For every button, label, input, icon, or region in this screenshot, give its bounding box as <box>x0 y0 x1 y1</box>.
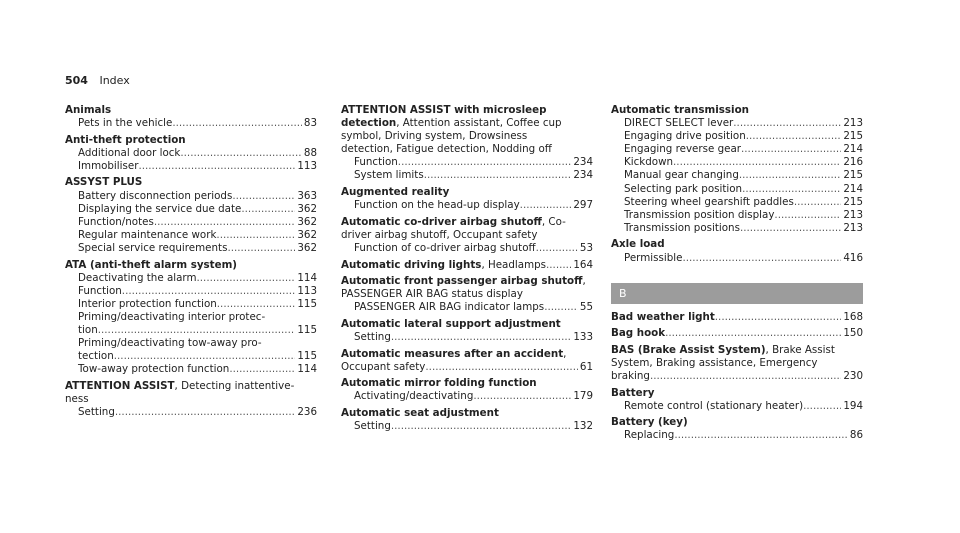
entry-heading: Automatic lateral support adjustment <box>341 317 561 330</box>
entry-label: Selecting park position <box>624 182 743 195</box>
page-ref[interactable]: 179 <box>573 390 593 403</box>
entry-label: Tow-away protection function <box>78 363 230 376</box>
index-entry <box>341 259 593 272</box>
index-entry <box>611 311 863 324</box>
entry-label: Setting <box>78 406 115 419</box>
entry-continuation: symbol, Driving system, Drowsiness <box>341 130 528 143</box>
dot-leader <box>774 209 841 222</box>
sub-entry-row[interactable] <box>65 229 317 242</box>
dot-leader <box>803 400 841 413</box>
dot-leader <box>241 203 295 216</box>
dot-leader <box>98 324 296 337</box>
dot-leader <box>746 130 842 143</box>
entry-continuation: driver airbag shutoff, Occupant safety <box>341 228 538 241</box>
entry-label: Function/notes <box>78 215 154 228</box>
index-column-1 <box>65 104 317 423</box>
entry-label: Kickdown <box>624 156 674 169</box>
index-entry <box>341 318 593 344</box>
entry-heading-line <box>611 104 863 117</box>
entry-heading: Axle load <box>611 238 665 251</box>
entry-heading-line <box>341 216 593 229</box>
dot-leader <box>473 390 571 403</box>
sub-entry-row[interactable] <box>611 143 863 156</box>
entry-label: Engaging drive position <box>624 130 746 143</box>
sub-entry-row[interactable] <box>611 183 863 196</box>
entry-heading: ATTENTION ASSIST <box>65 379 175 392</box>
entry-label: DIRECT SELECT lever <box>624 117 734 130</box>
index-entry <box>611 104 863 235</box>
index-entry <box>611 416 863 442</box>
index-entry <box>341 186 593 212</box>
dot-leader <box>742 183 841 196</box>
dot-leader <box>544 301 578 314</box>
page-ref[interactable]: 150 <box>843 327 863 340</box>
page-ref[interactable]: 230 <box>843 370 863 382</box>
dot-leader <box>115 406 295 419</box>
sub-entry-row[interactable] <box>65 242 317 255</box>
entry-label: Permissible <box>624 251 683 264</box>
index-entry <box>341 216 593 255</box>
index-entry-row[interactable] <box>341 361 593 374</box>
index-entry-row[interactable] <box>341 259 593 272</box>
dot-leader <box>227 242 295 255</box>
dot-leader <box>674 429 848 442</box>
entry-heading: Automatic transmission <box>611 104 749 116</box>
entry-rest: , Attention assistant, Coffee cup <box>396 117 562 130</box>
page-ref[interactable]: 164 <box>573 258 593 271</box>
entry-heading-line <box>65 104 317 117</box>
sub-entry-row[interactable] <box>65 350 317 363</box>
sub-entry-row[interactable] <box>65 203 317 216</box>
entry-label: Regular maintenance work <box>78 228 217 241</box>
page-ref[interactable]: 362 <box>297 215 317 228</box>
sub-entry-row[interactable] <box>65 160 317 173</box>
page-ref[interactable]: 213 <box>843 117 863 130</box>
sub-entry-row[interactable] <box>611 209 863 222</box>
dot-leader <box>733 117 841 130</box>
sub-entry-row[interactable] <box>65 216 317 229</box>
page-ref[interactable]: 213 <box>843 208 863 221</box>
dot-leader <box>536 242 578 255</box>
dot-leader <box>739 169 841 182</box>
index-entry <box>611 238 863 264</box>
entry-heading-line <box>611 387 863 400</box>
entry-label: PASSENGER AIR BAG indicator lamps <box>354 301 545 314</box>
entry-label: Activating/deactivating <box>354 390 474 403</box>
sub-entry-row[interactable] <box>611 429 863 442</box>
entry-continuation: PASSENGER AIR BAG status display <box>341 288 523 301</box>
entry-heading: Augmented reality <box>341 186 450 199</box>
entry-heading: BAS (Brake Assist System) <box>611 343 766 356</box>
entry-heading-line <box>341 377 593 390</box>
entry-label: Interior protection function <box>78 297 217 310</box>
sub-entry-row[interactable] <box>341 331 593 344</box>
page-ref[interactable]: 362 <box>297 228 317 241</box>
page-ref[interactable]: 234 <box>573 156 593 169</box>
entry-label: Battery disconnection periods <box>78 189 233 202</box>
entry-heading: Automatic seat adjustment <box>341 406 499 419</box>
entry-label: Function <box>78 284 122 297</box>
sub-entry-row[interactable] <box>65 117 317 130</box>
page-ref[interactable]: 53 <box>579 241 593 254</box>
sub-entry-row[interactable] <box>341 156 593 169</box>
page-ref[interactable]: 297 <box>573 199 593 212</box>
sub-entry-row[interactable] <box>611 400 863 413</box>
page-ref[interactable]: 132 <box>573 420 593 433</box>
dot-leader <box>673 156 841 169</box>
dot-leader <box>114 350 296 363</box>
entry-heading-line <box>611 238 863 251</box>
index-entry <box>65 134 317 173</box>
entry-label: Setting <box>354 420 391 433</box>
sub-entry-row[interactable] <box>65 363 317 376</box>
entry-label: Occupant safety <box>341 360 426 373</box>
entry-rest: , Brake Assist <box>765 343 835 356</box>
entry-continuation: detection, Fatigue detection, Nodding off <box>341 143 552 156</box>
page-ref[interactable]: 214 <box>843 182 863 195</box>
entry-heading-line <box>65 259 317 272</box>
entry-heading: Automatic co-driver airbag shutoff <box>341 215 542 228</box>
index-entry-row[interactable] <box>611 311 863 324</box>
sub-entry-row[interactable] <box>611 169 863 182</box>
sub-entry-row[interactable] <box>611 130 863 143</box>
page-ref[interactable]: 113 <box>297 284 317 297</box>
entry-heading: Automatic front passenger airbag shutoff <box>341 275 583 288</box>
page-ref[interactable]: 215 <box>843 130 863 143</box>
entry-label: Transmission positions <box>624 221 740 234</box>
entry-heading-line <box>65 134 317 147</box>
sub-entry-row[interactable] <box>65 406 317 419</box>
dot-leader <box>424 169 572 182</box>
entry-label: Setting <box>354 331 391 343</box>
entry-label: Special service requirements <box>78 241 228 254</box>
page-ref[interactable]: 113 <box>297 159 317 172</box>
entry-heading-line <box>611 344 863 357</box>
dot-leader <box>665 327 841 340</box>
sub-entry-row[interactable] <box>611 252 863 265</box>
entry-heading-line <box>611 416 863 429</box>
index-entry <box>341 104 593 183</box>
page-ref[interactable]: 214 <box>843 143 863 156</box>
entry-label: Function <box>354 156 398 169</box>
page-ref[interactable]: 362 <box>297 202 317 215</box>
sub-entry-row[interactable] <box>341 301 593 314</box>
page-ref[interactable]: 83 <box>303 117 317 130</box>
page-number: 504 <box>65 74 88 87</box>
page-ref[interactable]: 115 <box>297 324 317 336</box>
page-ref[interactable]: 61 <box>579 360 593 373</box>
sub-entry-row[interactable] <box>611 196 863 209</box>
entry-label: Transmission position display <box>624 208 775 221</box>
dot-leader <box>391 420 571 433</box>
dot-leader <box>794 196 842 209</box>
sub-entry-row[interactable] <box>65 190 317 203</box>
entry-label: Function on the head-up display <box>354 199 520 212</box>
index-entry <box>65 259 317 377</box>
page-ref[interactable]: 133 <box>573 331 593 343</box>
entry-heading: Battery <box>611 386 655 399</box>
dot-leader <box>197 272 296 285</box>
index-entry <box>611 327 863 340</box>
entry-continuation: System, Braking assistance, Emergency <box>611 356 818 369</box>
entry-heading: Animals <box>65 104 112 116</box>
sub-entry-row[interactable] <box>611 222 863 235</box>
dot-leader <box>232 190 295 203</box>
page-ref[interactable]: 114 <box>297 271 317 284</box>
sub-entry-label: Priming/deactivating interior protec- <box>78 310 266 323</box>
entry-label: Engaging reverse gear <box>624 143 742 156</box>
entry-heading-line <box>341 275 593 288</box>
entry-heading: Bag hook <box>611 327 666 340</box>
index-entry <box>65 104 317 130</box>
sub-entry-row[interactable] <box>341 199 593 212</box>
page-ref[interactable]: 236 <box>297 406 317 419</box>
sub-entry-row[interactable] <box>65 285 317 298</box>
index-entry <box>341 377 593 403</box>
page-title: Index <box>99 74 130 87</box>
index-entry <box>65 380 317 419</box>
page-ref[interactable]: 114 <box>297 363 317 376</box>
index-entry-row[interactable] <box>611 327 863 340</box>
dot-leader <box>391 331 571 344</box>
dot-leader <box>216 229 295 242</box>
sub-entry-row[interactable] <box>341 169 593 182</box>
sub-entry-row[interactable] <box>341 242 593 255</box>
page-ref[interactable]: 86 <box>849 429 863 442</box>
dot-leader <box>740 222 841 235</box>
entry-heading-line <box>65 176 317 189</box>
page-ref[interactable]: 363 <box>297 189 317 202</box>
sub-entry-label: Priming/deactivating tow-away pro- <box>78 337 262 350</box>
entry-label: tion <box>78 324 98 336</box>
entry-heading-line <box>65 380 317 393</box>
sub-entry-row[interactable] <box>65 147 317 160</box>
entry-heading-line <box>341 348 593 361</box>
sub-entry-row[interactable] <box>65 272 317 285</box>
index-entry <box>341 407 593 433</box>
index-entry-row[interactable] <box>611 370 863 383</box>
dot-leader <box>138 160 295 173</box>
entry-heading-line <box>341 407 593 420</box>
entry-label: Displaying the service due date <box>78 202 242 215</box>
entry-heading: Automatic driving lights <box>341 258 482 271</box>
entry-label: System limits <box>354 169 424 182</box>
entry-label: tection <box>78 350 114 363</box>
page-ref[interactable]: 215 <box>843 169 863 182</box>
entry-label: Deactivating the alarm <box>78 271 197 284</box>
entry-continuation: ness <box>65 392 89 405</box>
dot-leader <box>217 298 296 311</box>
section-header: B <box>611 283 863 304</box>
sub-entry-row[interactable] <box>611 156 863 169</box>
dot-leader <box>398 156 572 169</box>
index-entry <box>341 275 593 314</box>
index-entry <box>611 344 863 383</box>
entry-label: Pets in the vehicle <box>78 117 173 130</box>
page-ref[interactable]: 88 <box>303 146 317 159</box>
page-header <box>65 74 130 87</box>
entry-heading-line <box>341 186 593 199</box>
entry-heading: Bad weather light <box>611 310 715 323</box>
entry-label: Additional door lock <box>78 146 181 159</box>
entry-heading: Anti-theft protection <box>65 133 186 146</box>
sub-entry-row[interactable] <box>611 117 863 130</box>
dot-leader <box>741 143 841 156</box>
entry-heading: Battery (key) <box>611 416 688 429</box>
entry-label: Manual gear changing <box>624 169 739 182</box>
page-ref[interactable]: 213 <box>843 221 863 234</box>
page-ref[interactable]: 55 <box>579 301 593 314</box>
page-ref[interactable]: 115 <box>297 297 317 310</box>
entry-rest: , <box>582 275 586 288</box>
entry-heading: ATTENTION ASSIST with microsleep <box>341 104 547 116</box>
entry-heading-line <box>341 117 593 130</box>
entry-heading-line <box>341 318 593 331</box>
entry-heading: ASSYST PLUS <box>65 176 143 189</box>
entry-heading: detection <box>341 117 397 130</box>
page-ref[interactable]: 362 <box>297 241 317 254</box>
index-column-3 <box>611 104 863 446</box>
dot-leader <box>650 370 841 383</box>
sub-entry-row[interactable] <box>65 298 317 311</box>
page-ref[interactable]: 215 <box>843 195 863 208</box>
index-column-2 <box>341 104 593 437</box>
entry-rest: , Detecting inattentive- <box>174 379 295 392</box>
entry-label: Replacing <box>624 429 675 442</box>
entry-heading: Automatic measures after an accident <box>341 347 564 360</box>
entry-heading: Automatic mirror folding function <box>341 377 537 390</box>
page-ref[interactable]: 194 <box>843 399 863 412</box>
entry-label: Immobiliser <box>78 159 139 172</box>
dot-leader <box>154 216 296 229</box>
page-ref[interactable]: 168 <box>843 310 863 323</box>
dot-leader <box>715 311 842 324</box>
dot-leader <box>520 199 572 212</box>
entry-rest: , <box>563 347 567 360</box>
dot-leader <box>682 252 841 265</box>
sub-entry-row[interactable] <box>341 390 593 403</box>
page-ref[interactable]: 115 <box>297 350 317 363</box>
page-ref[interactable]: 216 <box>843 156 863 169</box>
entry-label: braking <box>611 370 650 382</box>
entry-label: Steering wheel gearshift paddles <box>624 195 794 208</box>
entry-rest: , Headlamps <box>481 258 547 271</box>
dot-leader <box>229 363 295 376</box>
dot-leader <box>546 259 571 272</box>
dot-leader <box>425 361 577 374</box>
sub-entry-row[interactable] <box>65 324 317 337</box>
dot-leader <box>122 285 296 298</box>
sub-entry-row[interactable] <box>341 420 593 433</box>
entry-rest: , Co- <box>541 215 566 228</box>
entry-heading: ATA (anti-theft alarm system) <box>65 258 238 271</box>
entry-label: Remote control (stationary heater) <box>624 399 804 412</box>
entry-heading-line <box>341 104 593 117</box>
index-entry <box>341 348 593 374</box>
page-ref[interactable]: 416 <box>843 251 863 264</box>
index-entry <box>611 387 863 413</box>
entry-label: Function of co-driver airbag shutoff <box>354 241 536 254</box>
dot-leader <box>180 147 302 160</box>
index-entry <box>65 176 317 255</box>
page-ref[interactable]: 234 <box>573 169 593 182</box>
dot-leader <box>172 117 302 130</box>
